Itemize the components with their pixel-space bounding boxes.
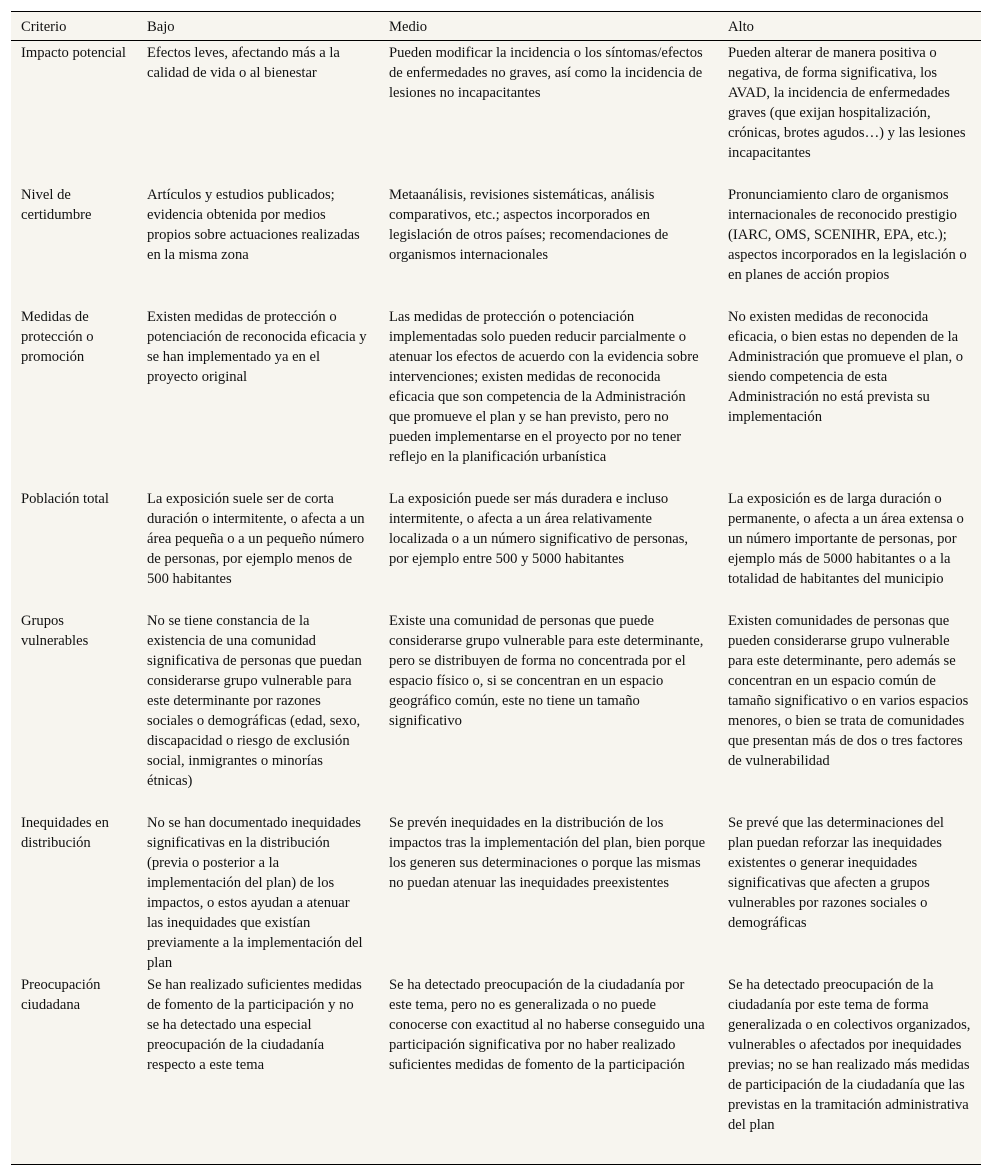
table-row — [11, 973, 981, 1135]
cell-medio: Existe una comunidad de personas que puede considerarse grupo vulnerable para este determinante, pero se distribuyen de forma no concentrada por el espacio físico o, si se concentran en un espacio geográfico común, este no tiene un tamaño significativo — [389, 612, 704, 729]
cell-alto: No existen medidas de reconocida eficacia, o bien estas no dependen de la Administración que promueve el plan, o siendo competencia de esta Administración no está prevista su implementación — [728, 308, 964, 425]
cell-medio: Metaanálisis, revisiones sistemáticas, análisis comparativos, etc.; aspectos incorporados en legislación de otros países; recomendaciones de organismos internacionales — [389, 186, 669, 263]
header-bajo: Bajo — [137, 12, 379, 41]
cell-criterio: Grupos vulnerables — [21, 612, 89, 649]
cell-bajo: La exposición suele ser de corta duración o intermitente, o afecta a un área pequeña o a un pequeño número de personas, por ejemplo menos de 500 habitantes — [147, 490, 365, 587]
cell-criterio: Nivel de certidumbre — [21, 186, 92, 223]
table-row — [11, 609, 981, 811]
cell-alto: Existen comunidades de personas que pueden considerarse grupo vulnerable para este determinante, pero además se concentran en un espacio común de tamaño significativo o en varios espacios menores, o bien se trata de comunidades que presentan más de dos o tres factores de vulnerabilidad — [728, 612, 969, 769]
cell-medio: La exposición puede ser más duradera e incluso intermitente, o afecta a un área relativamente localizada o a un número significativo de personas, por ejemplo entre 500 y 5000 habitantes — [389, 490, 689, 567]
criteria-table — [11, 11, 981, 1165]
table-row — [11, 811, 981, 973]
cell-criterio: Preocupación ciudadana — [21, 976, 101, 1013]
cell-medio: Las medidas de protección o potenciación implementadas solo pueden reducir parcialmente o atenuar los efectos de acuerdo con la evidencia sobre intervenciones; existen medidas de reconocida eficacia que son competencia de la Administración que promueve el plan y se han previsto, pero no pueden implementarse en el proyecto por no tener reflejo en la planificación urbanística — [389, 308, 699, 465]
table-row — [11, 305, 981, 487]
cell-bajo: No se han documentado inequidades significativas en la distribución (previa o posterior a la implementación del plan) de los impactos, o estos ayudan a atenuar las inequidades que existían previamente a la implementación del plan — [147, 814, 363, 971]
header-row — [11, 12, 981, 41]
cell-alto: Se ha detectado preocupación de la ciudadanía por este tema de forma generalizada o en colectivos organizados, vulnerables o afectados por inequidades previas; no se han realizado más medidas de participación de la ciudadanía que las previstas en la tramitación administrativa del plan — [728, 976, 971, 1133]
header-alto: Alto — [718, 12, 981, 41]
table-row — [11, 183, 981, 305]
cell-medio: Se prevén inequidades en la distribución de los impactos tras la implementación del plan, bien porque los generen sus determinaciones o porque las mismas no puedan atenuar las inequidades preexistentes — [389, 814, 706, 891]
cell-bajo: Existen medidas de protección o potenciación de reconocida eficacia y se han implementado ya en el proyecto original — [147, 308, 367, 385]
cell-criterio: Inequidades en distribución — [21, 814, 109, 851]
cell-criterio: Medidas de protección o promoción — [21, 308, 94, 365]
table-row — [11, 41, 981, 183]
cell-bajo: Se han realizado suficientes medidas de fomento de la participación y no se ha detectado una especial preocupación de la ciudadanía respecto a este tema — [147, 976, 362, 1073]
cell-medio: Se ha detectado preocupación de la ciudadanía por este tema, pero no es generalizada o no puede conocerse con exactitud al no haberse conseguido una participación significativa por no haber realizado suficientes medidas de fomento de la participación — [389, 976, 705, 1073]
cell-bajo: Efectos leves, afectando más a la calidad de vida o al bienestar — [147, 45, 340, 81]
cell-alto: Se prevé que las determinaciones del plan puedan reforzar las inequidades existentes o generar inequidades significativas que afecten a grupos vulnerables por razones sociales o demográficas — [728, 814, 944, 931]
cell-medio: Pueden modificar la incidencia o los síntomas/efectos de enfermedades no graves, así como la incidencia de lesiones no incapacitantes — [389, 45, 703, 101]
table-row — [11, 487, 981, 609]
cell-criterio: Impacto potencial — [21, 45, 126, 61]
criteria-table-grid — [11, 12, 981, 1135]
cell-alto: Pueden alterar de manera positiva o negativa, de forma significativa, los AVAD, la incidencia de enfermedades graves (que exijan hospitalización, crónicas, brotes agudos…) y las lesiones incapacitantes — [728, 45, 966, 161]
cell-bajo: No se tiene constancia de la existencia de una comunidad significativa de personas que puedan considerarse grupo vulnerable para este determinante por razones sociales o demográficas (edad, sexo, discapacidad o riesgo de exclusión social, inmigrantes o minorías étnicas) — [147, 612, 362, 789]
cell-criterio: Población total — [21, 490, 109, 507]
header-criterio: Criterio — [11, 12, 137, 41]
cell-bajo: Artículos y estudios publicados; evidencia obtenida por medios propios sobre actuaciones realizadas en la misma zona — [147, 186, 360, 263]
cell-alto: La exposición es de larga duración o permanente, o afecta a un área extensa o un número importante de personas, por ejemplo más de 5000 habitantes o a la totalidad de habitantes del municipio — [728, 490, 964, 587]
header-medio: Medio — [379, 12, 718, 41]
cell-alto: Pronunciamiento claro de organismos internacionales de reconocido prestigio (IARC, OMS, SCENIHR, EPA, etc.); aspectos incorporados en la legislación o en planes de acción propios — [728, 186, 967, 283]
